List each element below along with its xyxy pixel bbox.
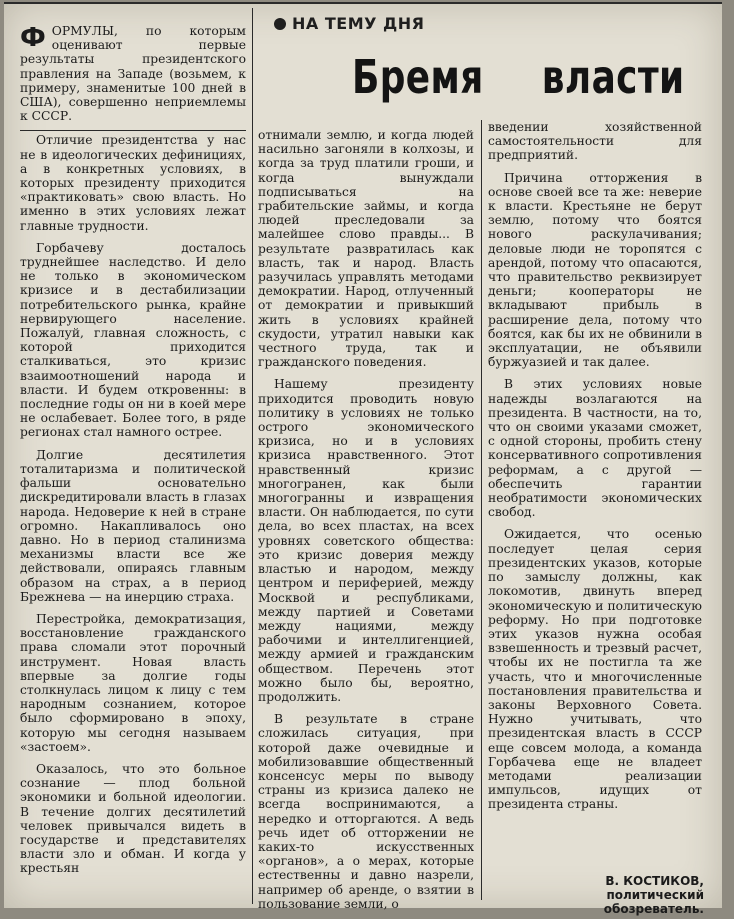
rubric [274,14,424,33]
paragraph: Ожидается, что осенью последует целая серия президентских указов, которые по замыслу должны, как локомотив, двинуть вперед экономическую и политическую реформу. Но при подготовке этих указов нужна особая взвешенность и трезвый расчет, чтобы их не постигла та же участь, что и многочисленные постановления правительства и законы Верховного Совета. Нужно учитывать, что президентская власть в СССР еще совсем молода, а команда Горбачева еще не владеет методами реализации импульсов, идущих от президента страны. [488,527,702,812]
paragraph: Долгие десятилетия тоталитаризма и политической фальши основательно дискредитировали власть в глазах народа. Недоверие к ней в стране огромно. Накапливалось оно давно. Но в период сталинизма механизмы власти все же действовали, опираясь главным образом на страх, а в период Брежнева — на инерцию страха. [20,447,246,604]
column-3 [488,120,702,820]
paragraph: Перестройка, демократизация, восстановление гражданского права сломали этот порочный инструмент. Новая власть впервые за долгие годы столкнулась лицом к лицу с тем народным сознанием, которое было сформировано в эпоху, которую мы сегодня называем «застоем». [20,611,246,754]
paragraph: Горбачеву досталось труднейшее наследство. И дело не только в экономическом кризисе и в дестабилизации потребительского рынка, крайне нервирующего население. Пожалуй, главная сложность, с которой приходится сталкиваться, это кризис взаимоотношений народа и власти. И будем откровенны: в последние годы он ни в коей мере не ослабевает. Более того, в ряде регионах стал намного острее. [20,240,246,440]
rubric-bullet-icon [274,18,286,30]
drop-cap: Ф [20,23,46,53]
paragraph: В этих условиях новые надежды возлагаются на президента. В частности, на то, что он своими указами сможет, с одной стороны, пробить стену консервативного сопротивления реформам, а с другой — обеспечить гарантии необратимости экономических свобод. [488,377,702,520]
paragraph: Оказалось, что это больное сознание — плод больной экономики и больной идеологии. В течение долгих десятилетий человек привычался видеть в государстве и представителях власти зло и обман. И когда у крестьян [20,761,246,876]
paragraph: Нашему президенту приходится проводить новую политику в условиях не только острого экономического кризиса, но и в условиях кризиса нравственного. Этот нравственный кризис многогранен, как были многогранны и извращения власти. Он наблюдается, по сути дела, во всех пластах, на всех уровнях советского общества: это кризис доверия между властью и народом, между центром и периферией, между Москвой и республиками, между партией и Советами между нациями, между рабочими и интеллигенцией, между армией и гражданским обществом. Перечень этот можно было бы, вероятно, продолжить. [258,377,474,704]
author-role: политический обозреватель. [603,888,704,916]
top-rule [4,2,722,4]
lead-text: ОРМУЛЫ, по которым оценивают первые результаты президентского правления на Западе (возьмем, к примеру, знаменитые 100 дней в США), совершенно неприемлемы к СССР. [20,24,246,124]
column-1 [20,24,246,884]
article-title: Бремя власти [352,50,685,104]
lead-paragraph [20,24,246,123]
column-2 [258,128,474,919]
paragraph: введении хозяйственной самостоятельности для предприятий. [488,120,702,163]
paragraph: В результате в стране сложилась ситуация, при которой даже очевидные и мобилизовавшие общественный консенсус меры по выводу страны из кризиса далеко не всегда воспринимаются, а нередко и отторгаются. А ведь речь идет об отторжении не каких-то искусственных «органов», а о мерах, которые естественны и давно назрели, например об аренде, о взятии в пользование земли, о [258,712,474,911]
rubric-text: НА ТЕМУ ДНЯ [292,14,425,33]
newspaper-page [4,2,722,916]
column-rule-1 [252,8,253,904]
paragraph: Причина отторжения в основе своей все та же: неверие к власти. Крестьяне не берут землю, потому что боятся нового раскулачивания; деловые люди не торопятся с арендой, потому что опасаются, что правительство реквизирует деньги; кооператоры не вкладывают прибыль в расширение дела, потому что боятся, как бы их не обвинили в эксплуатации, не объявили буржуазией и так далее. [488,170,702,370]
column-rule-2 [481,120,482,900]
paragraph: Отличие президентства у нас не в идеологических дефинициях, а в конкретных условиях, в которых президенту приходится «практиковать» свою власть. Но именно в этих условиях лежат главные трудности. [20,133,246,233]
paragraph: отнимали землю, и когда людей насильно загоняли в колхозы, и когда за труд платили гроши, и когда вынуждали подписываться на грабительские займы, и когда людей преследовали за малейшее слово правды... В результате развратилась как власть, так и народ. Власть разучилась управлять методами демократии. Народ, отлученный от демократии и привыкший жить в условиях крайней скудости, утратил навыки как честного труда, так и гражданского поведения. [258,128,474,370]
byline [504,874,704,916]
author-name: В. КОСТИКОВ, [605,874,704,888]
